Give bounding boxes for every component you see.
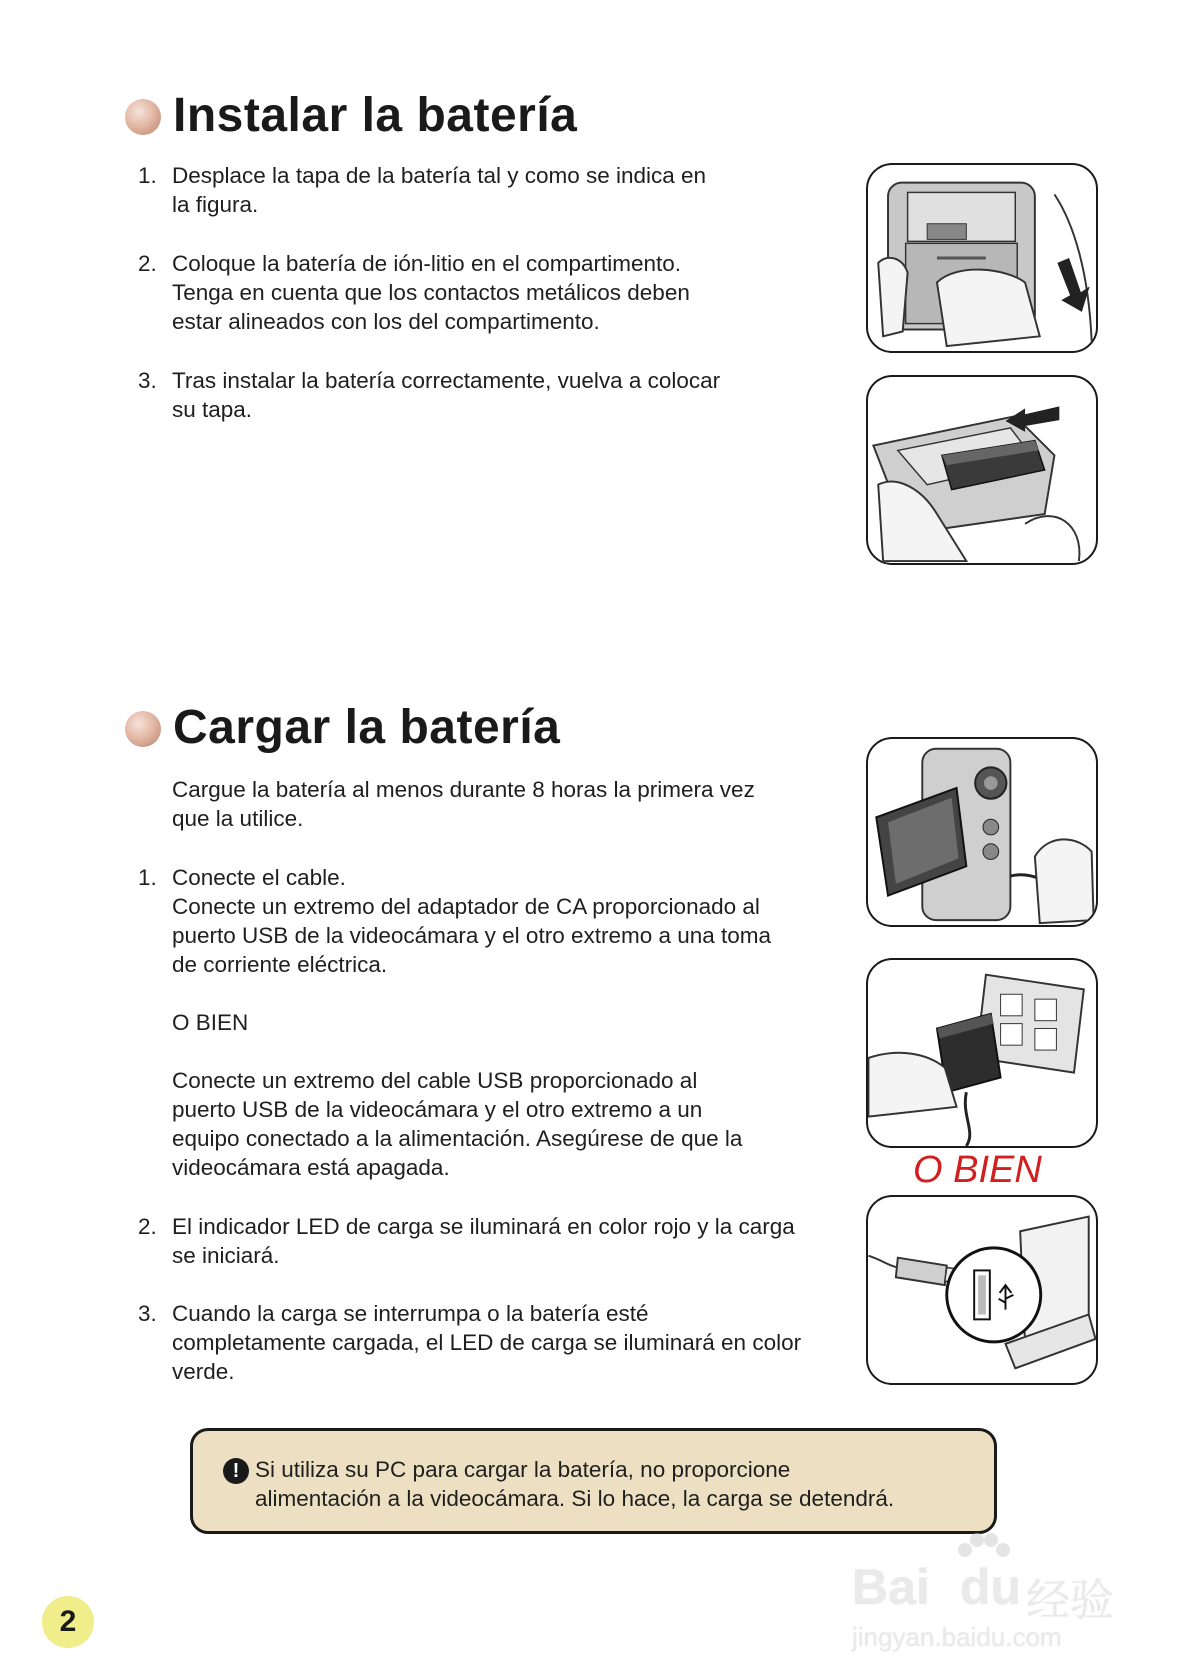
note-line: Si utiliza su PC para cargar la batería, no proporcione bbox=[255, 1457, 791, 1482]
step-number: 3. bbox=[138, 368, 157, 393]
step-number: 2. bbox=[138, 251, 157, 276]
illustration-insert-battery bbox=[866, 375, 1098, 565]
section-title-charge-battery: Cargar la batería bbox=[173, 701, 561, 754]
step-number: 1. bbox=[138, 163, 157, 188]
step-line: su tapa. bbox=[172, 397, 253, 422]
step-line: Conecte un extremo del adaptador de CA proporcionado al bbox=[172, 894, 760, 919]
section-bullet-icon bbox=[125, 711, 161, 747]
step-line: estar alineados con los del compartimento. bbox=[172, 309, 600, 334]
watermark-cn: 经验 bbox=[1026, 1575, 1114, 1626]
note-line: alimentación a la videocámara. Si lo hace, la carga se detendrá. bbox=[255, 1486, 895, 1511]
step-line: la figura. bbox=[172, 192, 259, 217]
step-number: 1. bbox=[138, 865, 157, 890]
usb-laptop-image bbox=[868, 1197, 1096, 1383]
step-line: Conecte el cable. bbox=[172, 865, 346, 890]
step-number: 2. bbox=[138, 1214, 157, 1239]
watermark-url: jingyan.baidu.com bbox=[852, 1622, 1062, 1652]
step-line: se iniciará. bbox=[172, 1243, 280, 1268]
step-line: equipo conectado a la alimentación. Asegúrese de que la bbox=[172, 1126, 743, 1151]
step-line: Tras instalar la batería correctamente, vuelva a colocar bbox=[172, 368, 721, 393]
intro-line: Cargue la batería al menos durante 8 horas la primera vez bbox=[172, 777, 755, 802]
step-line: puerto USB de la videocámara y el otro extremo a un bbox=[172, 1097, 703, 1122]
step-line: puerto USB de la videocámara y el otro extremo a una toma bbox=[172, 923, 772, 948]
step-number: 3. bbox=[138, 1301, 157, 1326]
step-line: videocámara está apagada. bbox=[172, 1155, 450, 1180]
camera-cover-slide-image bbox=[868, 165, 1096, 351]
step-line: Desplace la tapa de la batería tal y como se indica en bbox=[172, 163, 707, 188]
step-line: de corriente eléctrica. bbox=[172, 952, 388, 977]
illustration-slide-cover bbox=[866, 163, 1098, 353]
step-line: Cuando la carga se interrumpa o la batería esté bbox=[172, 1301, 649, 1326]
page-number-badge: 2 bbox=[42, 1596, 94, 1648]
step-line: El indicador LED de carga se iluminará en color rojo y la carga bbox=[172, 1214, 795, 1239]
ac-adapter-outlet-image bbox=[868, 960, 1096, 1146]
section-title-install-battery: Instalar la batería bbox=[173, 89, 578, 142]
intro-line: que la utilice. bbox=[172, 806, 304, 831]
camera-battery-insert-image bbox=[868, 377, 1096, 563]
illustration-camera-cable bbox=[866, 737, 1098, 927]
or-text: O BIEN bbox=[172, 1010, 249, 1035]
step-line: verde. bbox=[172, 1359, 235, 1384]
camera-cable-image bbox=[868, 739, 1096, 925]
illustration-ac-adapter bbox=[866, 958, 1098, 1148]
exclamation-icon: ! bbox=[223, 1458, 249, 1484]
watermark-brand-paw: du bbox=[960, 1559, 1022, 1615]
step-line: completamente cargada, el LED de carga se iluminará en color bbox=[172, 1330, 802, 1355]
step-line: Tenga en cuenta que los contactos metálicos deben bbox=[172, 280, 690, 305]
step-line: Coloque la batería de ión-litio en el compartimento. bbox=[172, 251, 682, 276]
section-bullet-icon bbox=[125, 99, 161, 135]
illustration-usb-laptop bbox=[866, 1195, 1098, 1385]
step-line: Conecte un extremo del cable USB proporcionado al bbox=[172, 1068, 698, 1093]
baidu-watermark bbox=[846, 1530, 1126, 1650]
warning-note bbox=[190, 1428, 997, 1534]
watermark-brand: Bai bbox=[852, 1559, 930, 1615]
or-label-red: O BIEN bbox=[913, 1149, 1042, 1191]
